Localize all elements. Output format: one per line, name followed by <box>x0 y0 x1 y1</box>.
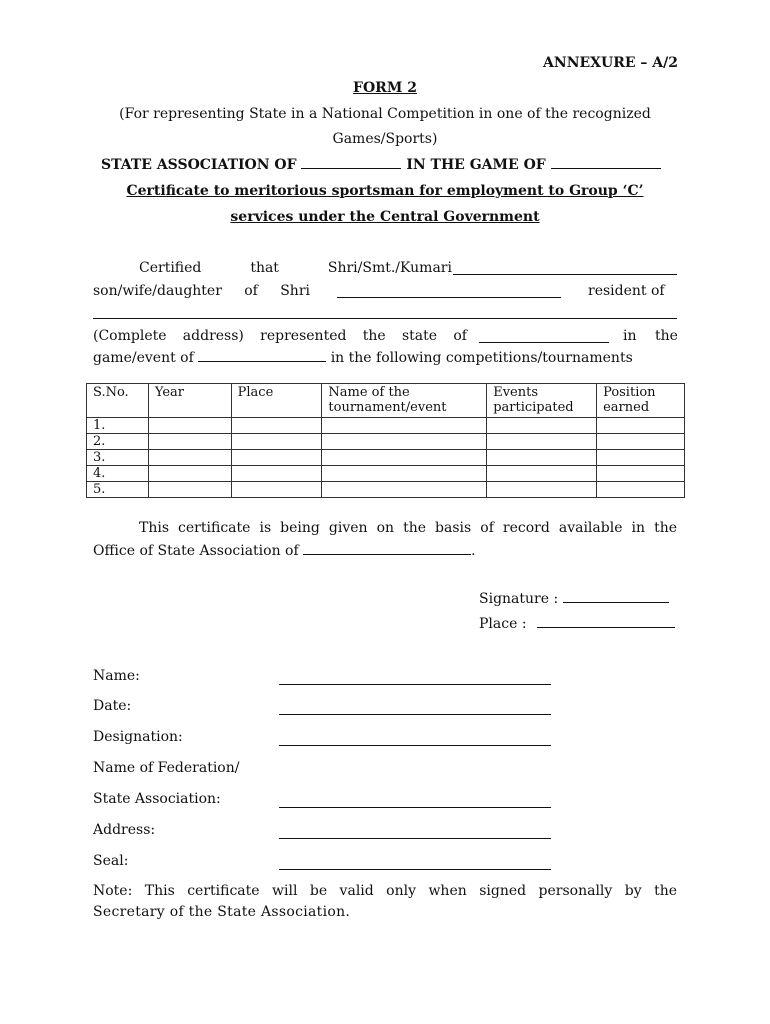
federation-field <box>93 760 553 780</box>
table-header-row <box>87 384 685 418</box>
address-blank[interactable] <box>93 318 677 319</box>
represented-word: represented <box>260 328 347 344</box>
place-label: Place : <box>479 616 527 632</box>
address-label: Address: <box>93 822 156 838</box>
state-association-heading <box>101 157 661 173</box>
resident-of-line <box>588 283 677 299</box>
row-number: 2. <box>87 434 149 450</box>
name-blank[interactable] <box>453 274 677 275</box>
cell-events[interactable] <box>487 482 597 498</box>
name-label: Name: <box>93 668 140 684</box>
office-of-label: Office of State Association of <box>93 543 299 559</box>
header-place: Place <box>231 384 322 418</box>
state-word: state <box>401 328 438 344</box>
place-blank[interactable] <box>537 627 675 628</box>
row-number: 4. <box>87 466 149 482</box>
resident-of-label: resident of <box>588 283 665 299</box>
state-association-field-blank[interactable] <box>279 807 551 808</box>
note-line1: Note: This certificate will be valid only when signed personally by the <box>93 883 677 899</box>
cell-tournament[interactable] <box>322 466 487 482</box>
cell-year[interactable] <box>148 418 231 434</box>
form-title: FORM 2 <box>353 80 417 96</box>
designation-field-blank[interactable] <box>279 745 551 746</box>
header-sno: S.No. <box>87 384 149 418</box>
federation-label: Name of Federation/ <box>93 760 240 776</box>
cell-year[interactable] <box>148 466 231 482</box>
header-position: Position earned <box>597 384 685 418</box>
basis-line2 <box>93 543 476 559</box>
shri-word: Shri <box>280 283 310 299</box>
state-association-field <box>93 791 553 811</box>
subtitle-line2: Games/Sports) <box>332 131 438 147</box>
state-association-label: STATE ASSOCIATION OF <box>101 157 297 173</box>
place-line <box>479 616 675 632</box>
certified-line <box>139 260 452 276</box>
state-association-blank[interactable] <box>301 168 401 169</box>
of-word: of <box>244 283 258 299</box>
cell-position[interactable] <box>597 466 685 482</box>
cell-events[interactable] <box>487 418 597 434</box>
cell-place[interactable] <box>231 450 322 466</box>
cell-year[interactable] <box>148 450 231 466</box>
address-field-blank[interactable] <box>279 838 551 839</box>
the-word: the <box>362 328 386 344</box>
signature-line <box>479 591 669 607</box>
cell-events[interactable] <box>487 466 597 482</box>
cell-tournament[interactable] <box>322 482 487 498</box>
cell-year[interactable] <box>148 482 231 498</box>
header-year: Year <box>148 384 231 418</box>
cell-position[interactable] <box>597 434 685 450</box>
cell-tournament[interactable] <box>322 418 487 434</box>
designation-field <box>93 729 553 749</box>
certified-word: Certified <box>139 260 202 276</box>
cell-place[interactable] <box>231 482 322 498</box>
cell-position[interactable] <box>597 418 685 434</box>
complete-word: (Complete <box>93 328 167 344</box>
address-line <box>93 328 467 344</box>
date-label: Date: <box>93 698 132 714</box>
name-field-blank[interactable] <box>279 684 551 685</box>
subtitle-line1: (For representing State in a National Competition in one of the recognized <box>119 106 651 122</box>
cell-tournament[interactable] <box>322 434 487 450</box>
annexure-label: ANNEXURE – A/2 <box>543 55 678 71</box>
cell-tournament[interactable] <box>322 450 487 466</box>
signature-blank[interactable] <box>563 602 669 603</box>
basis-line1: This certificate is being given on the basis of record available in the <box>139 520 677 536</box>
address-field <box>93 822 553 842</box>
game-event-blank[interactable] <box>198 361 326 362</box>
competitions-table <box>86 383 685 498</box>
table-row <box>87 482 685 498</box>
table-row <box>87 466 685 482</box>
row-number: 5. <box>87 482 149 498</box>
date-field-blank[interactable] <box>279 714 551 715</box>
row-number: 3. <box>87 450 149 466</box>
father-name-blank[interactable] <box>337 297 561 298</box>
cell-events[interactable] <box>487 434 597 450</box>
seal-field-blank[interactable] <box>279 869 551 870</box>
table-row <box>87 450 685 466</box>
row-number: 1. <box>87 418 149 434</box>
relation-word: son/wife/daughter <box>93 283 222 299</box>
note-line2: Secretary of the State Association. <box>93 904 351 920</box>
signature-label: Signature : <box>479 591 559 607</box>
designation-label: Designation: <box>93 729 183 745</box>
seal-label: Seal: <box>93 853 129 869</box>
relation-line <box>93 283 310 299</box>
table-row <box>87 418 685 434</box>
name-field <box>93 668 553 688</box>
address-word: address) <box>182 328 244 344</box>
game-blank[interactable] <box>551 168 661 169</box>
cell-position[interactable] <box>597 482 685 498</box>
of-word-2: of <box>453 328 467 344</box>
office-state-blank[interactable] <box>303 554 471 555</box>
salutation-word: Shri/Smt./Kumari <box>327 260 452 276</box>
certificate-title-line1: Certificate to meritorious sportsman for employment to Group ‘C’ <box>126 183 644 199</box>
date-field <box>93 698 553 718</box>
cell-place[interactable] <box>231 434 322 450</box>
game-event-label: game/event of <box>93 350 194 366</box>
that-word: that <box>250 260 279 276</box>
in-the-label: in the <box>623 328 678 344</box>
state-blank[interactable] <box>479 342 609 343</box>
table-row <box>87 434 685 450</box>
in-the-game-label: IN THE GAME OF <box>406 157 546 173</box>
header-events: Events participated <box>487 384 597 418</box>
header-tournament: Name of the tournament/event <box>322 384 487 418</box>
seal-field <box>93 853 553 873</box>
cell-place[interactable] <box>231 418 322 434</box>
cell-events[interactable] <box>487 450 597 466</box>
cell-place[interactable] <box>231 466 322 482</box>
cell-position[interactable] <box>597 450 685 466</box>
state-association-field-label: State Association: <box>93 791 221 807</box>
cell-year[interactable] <box>148 434 231 450</box>
game-event-line <box>93 350 633 366</box>
following-competitions-label: in the following competitions/tournaments <box>330 350 633 366</box>
certificate-title-line2: services under the Central Government <box>230 209 540 225</box>
office-period: . <box>471 543 476 559</box>
